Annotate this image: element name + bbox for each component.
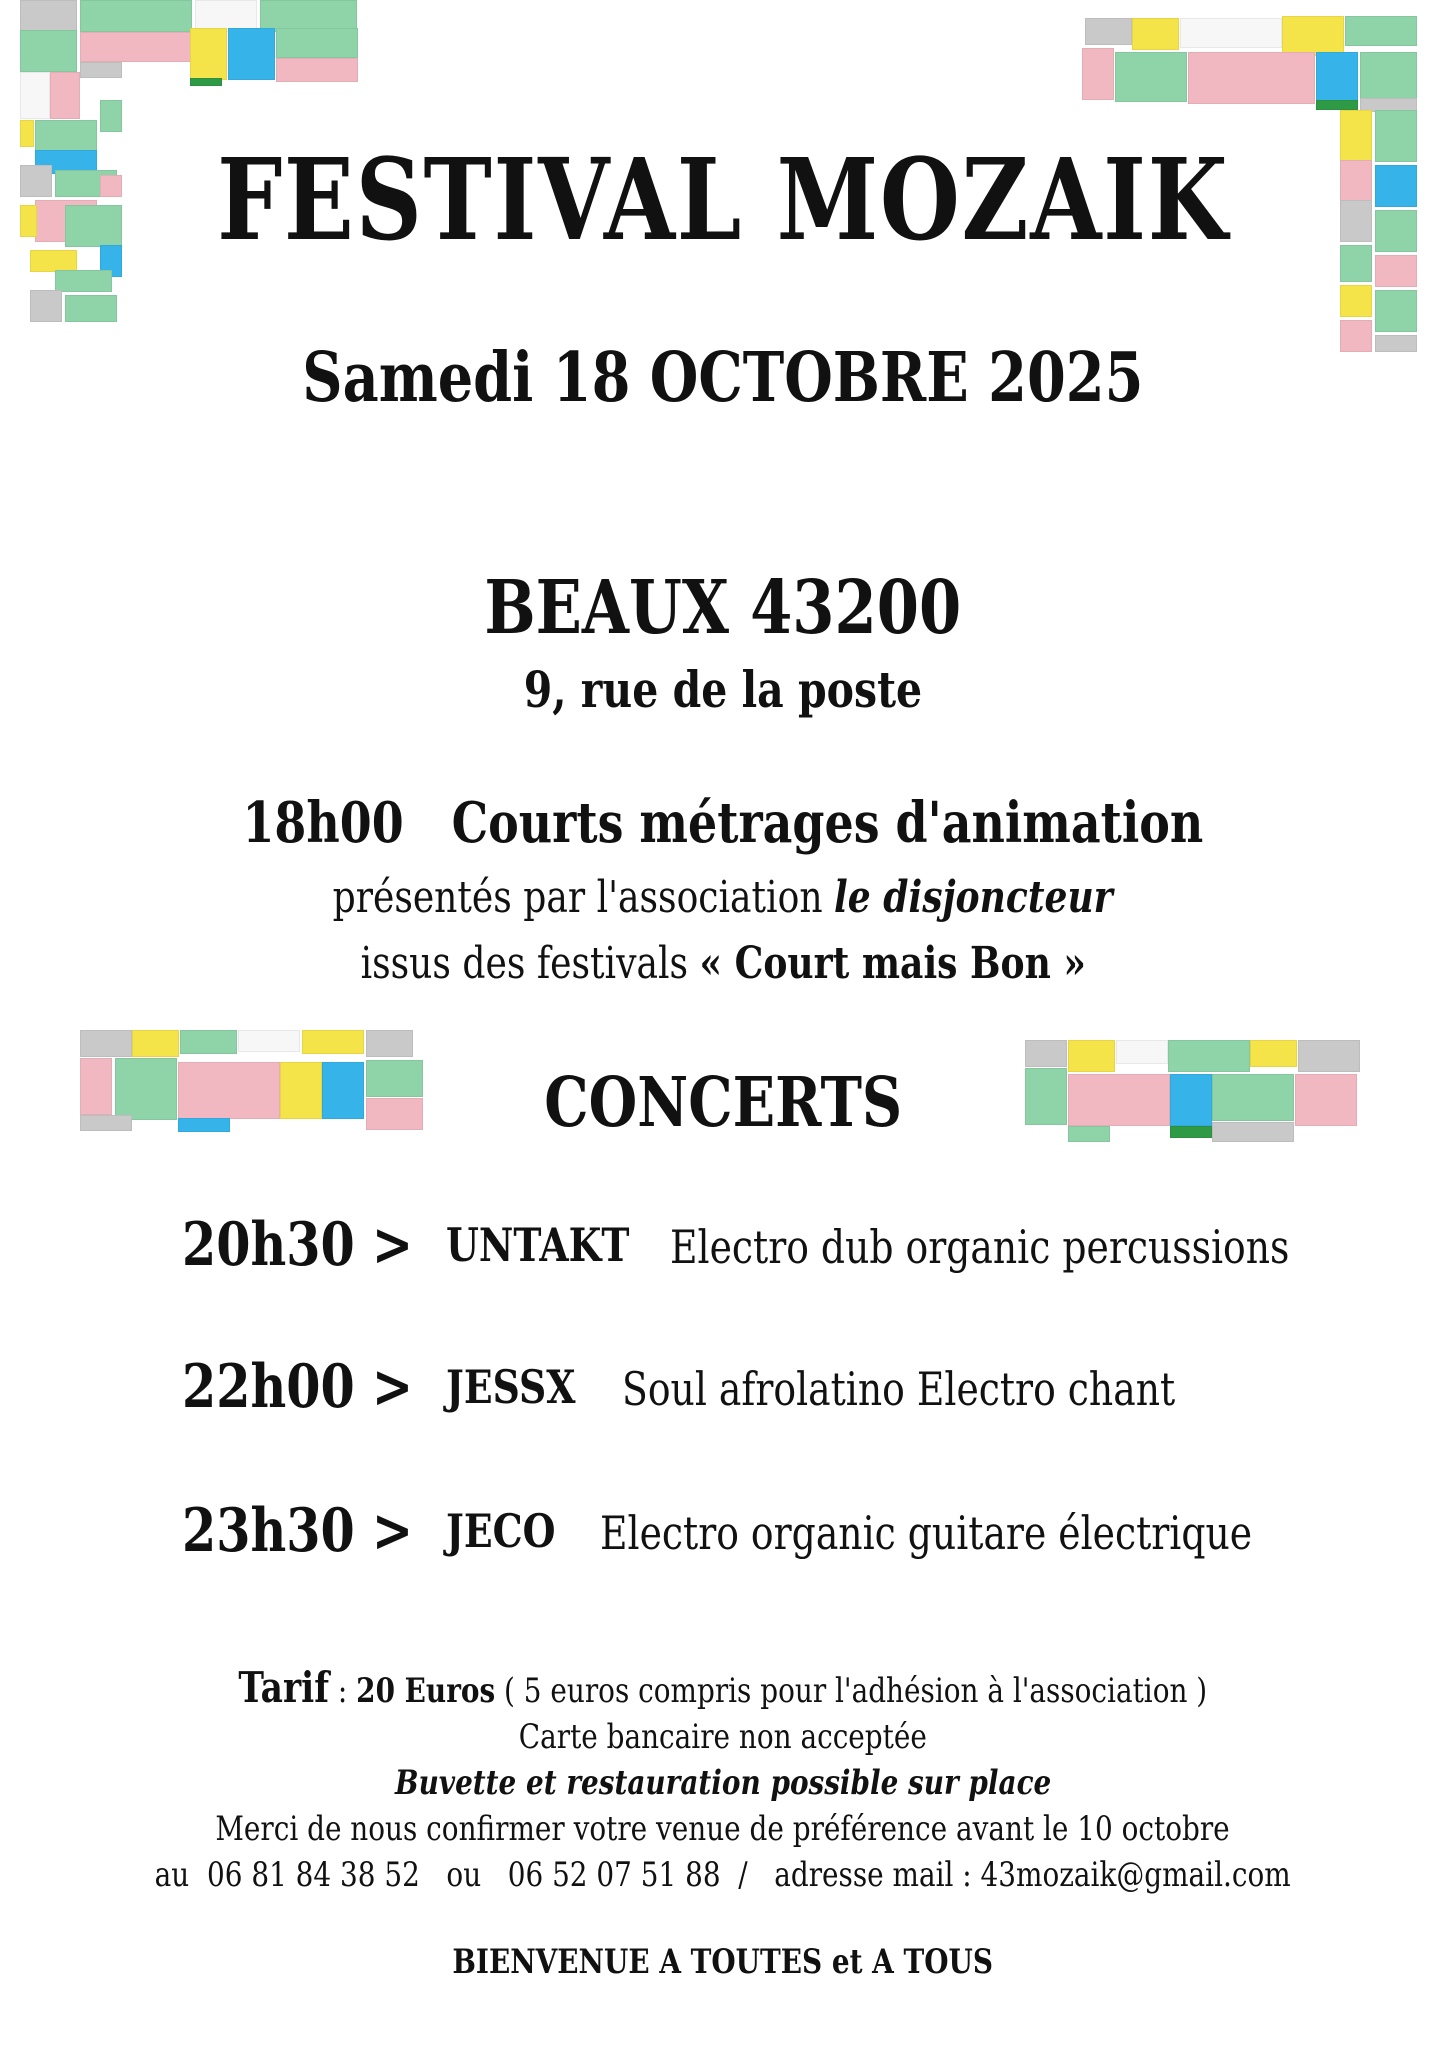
film-title: Courts métrages d'animation <box>451 790 1204 856</box>
festivals-line <box>0 938 1446 989</box>
buvette-notice: Buvette et restauration possible sur place <box>394 1763 1052 1803</box>
venue-town: BEAUX 43200 <box>484 565 962 651</box>
mosaic-tile <box>1085 18 1132 45</box>
mosaic-tile <box>1340 285 1372 317</box>
festival-date: Samedi 18 OCTOBRE 2025 <box>302 338 1144 418</box>
mosaic-tile <box>190 78 222 86</box>
mosaic-tile <box>50 72 80 119</box>
concert-time: 22h00 > <box>182 1352 414 1422</box>
concert-genre: Electro organic guitare électrique <box>600 1506 1253 1560</box>
mosaic-tile <box>1180 18 1282 48</box>
tarif-separator: : <box>338 1671 348 1711</box>
mosaic-tile <box>20 72 50 119</box>
festival-name: « Court mais Bon » <box>699 938 1086 989</box>
tarif-label: Tarif <box>238 1663 330 1712</box>
mosaic-tile <box>1316 52 1358 104</box>
mosaic-tile <box>1188 52 1315 104</box>
film-time: 18h00 <box>242 790 404 856</box>
contact-line: au 06 81 84 38 52 ou 06 52 07 51 88 / adresse mail : 43mozaik@gmail.com <box>154 1855 1292 1895</box>
mosaic-tile <box>100 100 122 132</box>
mosaic-tile <box>1115 52 1187 102</box>
association-name: le disjoncteur <box>834 872 1114 923</box>
concert-time: 23h30 > <box>182 1496 414 1566</box>
mosaic-tile <box>55 270 112 292</box>
practical-info <box>0 1665 1446 1898</box>
festival-title: FESTIVAL MOZAIK <box>216 135 1230 266</box>
card-notice: Carte bancaire non acceptée <box>518 1717 928 1757</box>
mosaic-tile <box>1082 48 1114 100</box>
concert-genre: Soul afrolatino Electro chant <box>622 1362 1176 1416</box>
mosaic-tile <box>80 1030 132 1057</box>
mosaic-tile <box>1360 52 1417 99</box>
mosaic-tile <box>80 32 192 62</box>
mosaic-tile <box>80 0 192 32</box>
mosaic-tile <box>65 295 117 322</box>
mosaic-tile <box>1132 18 1179 50</box>
mosaic-tile <box>238 1030 300 1052</box>
film-screening-line <box>0 790 1446 856</box>
confirm-notice: Merci de nous confirmer votre venue de préférence avant le 10 octobre <box>215 1809 1231 1849</box>
mosaic-tile <box>30 290 62 322</box>
concert-artist: JECO <box>446 1504 556 1558</box>
mosaic-tile <box>132 1030 179 1057</box>
mosaic-tile <box>20 30 77 72</box>
concerts-heading: CONCERTS <box>544 1063 902 1143</box>
mosaic-tile <box>276 28 358 58</box>
mosaic-tile <box>228 28 275 80</box>
mosaic-tile <box>1345 16 1417 46</box>
concert-time: 20h30 > <box>182 1210 414 1280</box>
mosaic-tile <box>1375 290 1417 332</box>
concert-genre: Electro dub organic percussions <box>670 1220 1290 1274</box>
concert-artist: JESSX <box>446 1360 576 1414</box>
welcome-message: BIENVENUE A TOUTES et A TOUS <box>452 1942 994 1982</box>
presented-prefix: présentés par l'association <box>332 872 823 923</box>
mosaic-tile <box>80 62 122 78</box>
presented-by-line <box>0 872 1446 923</box>
mosaic-tile <box>366 1030 413 1057</box>
venue-street: 9, rue de la poste <box>523 660 923 719</box>
tarif-price: 20 Euros <box>356 1671 496 1711</box>
mosaic-tile <box>190 28 227 80</box>
mosaic-tile <box>302 1030 364 1054</box>
concert-artist: UNTAKT <box>446 1218 630 1272</box>
tarif-line <box>0 1665 1446 1714</box>
mosaic-tile <box>1116 1040 1168 1064</box>
tarif-note: ( 5 euros compris pour l'adhésion à l'association ) <box>504 1671 1208 1711</box>
mosaic-tile <box>180 1030 237 1054</box>
festivals-prefix: issus des festivals <box>360 938 688 989</box>
mosaic-tile <box>1316 100 1358 110</box>
mosaic-tile <box>1282 16 1344 56</box>
mosaic-tile <box>276 58 358 82</box>
